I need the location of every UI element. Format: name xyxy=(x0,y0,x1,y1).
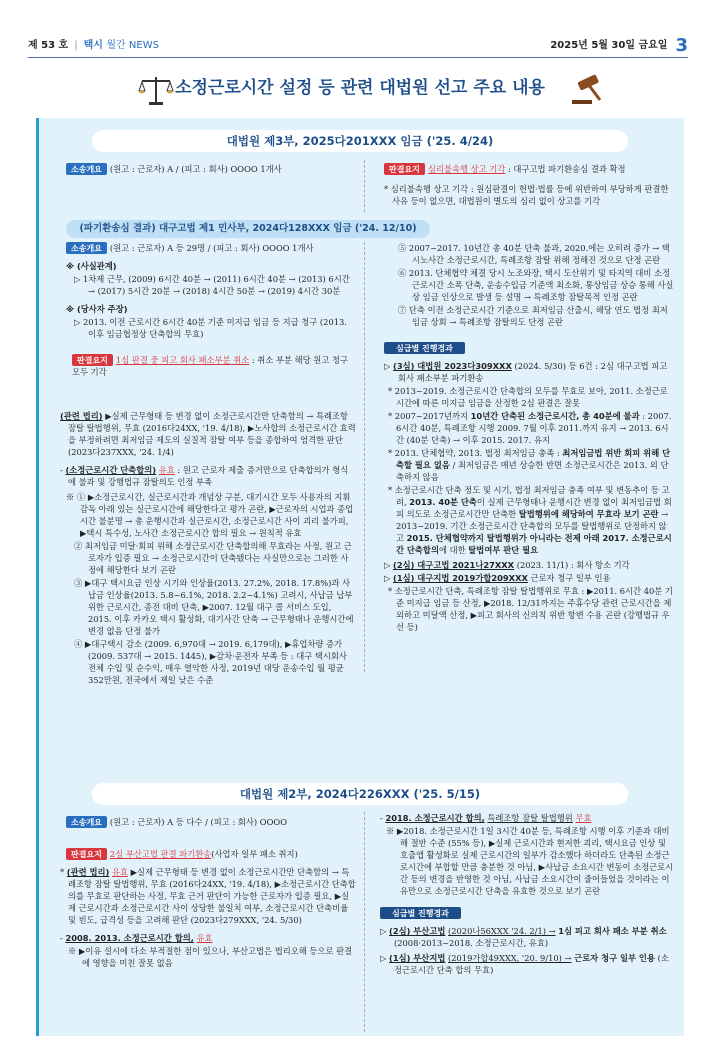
claim-text: ▷ 2013. 이전 근로시간 6시간 40분 기준 미지급 임금 등 지급 청구 (2013. 이후 임금협정상 단축합의 무효) xyxy=(74,317,347,340)
law-link[interactable]: (관련 법리) xyxy=(60,411,103,421)
history-link-2nd[interactable]: (2심) 부산고법 xyxy=(389,926,446,937)
header-separator: | xyxy=(74,40,78,52)
reason-4: ④ ▶대구택시 감소 (2009. 6,970대 → 2019. 6,179대), ▶휴업차량 증가 (2009. 537대 → 2015. 1445), ▶감차·운전자 부족 등 : 대구 택시회사 전체 수입 및 순수익, 매우 열악한 사정, 2019년 대당 운송수입 월 평균 352만원, 전국에서 제일 낮은 수준 xyxy=(74,639,347,686)
gavel-icon xyxy=(570,74,610,106)
ruling-link[interactable]: 1심 판결 중 피고 회사 패소부분 취소 xyxy=(115,355,250,366)
summary-tag: 소송개요 xyxy=(66,242,107,254)
case2-left-column: 소송개요 (원고 : 근로자) A 등 다수 / (피고 : 회사) OOOO 판결요지 2심 부산고법 판결 파기환송(사업자 일부 패소 취지) xyxy=(66,816,358,861)
claim-heading: ※ (당사자 주장) xyxy=(66,304,128,315)
history-link-1st[interactable]: (1심) 부산지법 xyxy=(389,953,446,964)
remand-left-column: 소송개요 (원고 : 근로자) A 등 29명 / (피고 : 회사) OOOO 1개사 ※ (사실관계) ▷ 1차제 근무, (2009) 6시간 40분 → (2011) 6시간 40분 → (2013) 6시간 → (2017) 5시간 20분 → (2018) 4시간 50분 → (2019) 4시간 30분 ※ (당사자 주장) ▷ 2013. 이전 근로시간 6시간 40분 기준 미지급 임금 등 지급 청구 (2013. 이후 임금협정상 단축합의 무효) 판결요지 1심 판결 중 피고 회사 패소부분 취소 : 취소 부분 해당 원고 청구 모두 기각 xyxy=(66,242,356,379)
ruling-tag: 판결요지 xyxy=(66,848,107,860)
remand-reasoning: (관련 법리) ▶실제 근무형태 등 변경 없이 소정근로시간만 단축함의 → 특례조항 잠탈 탈법행위, 무효 (2016다24XX, '19. 4/18), ▶노사합의 소정근로시간 효력을 부정하려면 최저임금 제도의 실질적 잠탈 여부 등을 종합하여 엄격한 판단 (2023다237XXX, '24. 1/4) - (소정근로시간 단축합의) 유효 : 원고 근로자 제출 증거만으로 단축합의가 형식에 불과 및 강행법규 잠탈의도 인정 부족 ※ ① ▶소정근로시간, 실근로시간과 개념상 구분, 대기시간 모두 사용자의 지휘감독 아래 있는 실근로시간에 해당한다고 평가 곤란, ▶근로자의 시업과 종업시간 불분명 → 총 운행시간과 실근로시간, 소정근로시간 사이 괴리 불가피, ▶택시 특수성, 노사간 소정근로시간 합의 필요 → 원칙적 유효 ② 최저임금 미달·회피 위해 소정근로시간 단축합의해 무효라는 사정, 원고 근로자가 입증 필요 → 소정근로시간이 단축됐다는 사실만으로는 그러한 사정에 해당한다 보기 곤란 ③ ▶대구 택시요금 인상 시기와 인상율(2013. 27.2%, 2018. 17.8%)과 사납금 인상율(2013. 5.8~6.1%, 2018. 2.2~4.1%) 고려시, 사납금 납부 위한 근로시간, 종전 대비 단축, ▶2007. 12월 대구 콜 서비스 도입, 2015. 이후 카카오 택시 활성화, 대기사간 단축 → 근무형태나 운행시간에 변경 없음 단정 불가 ④ ▶대구택시 감소 (2009. 6,970대 → 2019. 6,179대), ▶휴업차량 증가 (2009. 537대 → 2015. 1445), ▶감차·운전자 부족 등 : 대구 택시회사 전체 수입 및 순수익, 매우 열악한 사정, 2019년 대당 운송수입 월 평균 352만원, 전국에서 제일 낮은 수준 xyxy=(60,411,356,686)
facts-text: ▷ 1차제 근무, (2009) 6시간 40분 → (2011) 6시간 40분 → (2013) 6시간 → (2017) 5시간 20분 → (2018) 4시간 50분 → (2019) 4시간 30분 xyxy=(74,274,350,297)
history-link-1st[interactable]: (1심) 대구지법 2019가합209XXX xyxy=(393,573,528,584)
remand-title: (파기환송심 결과) 대구고법 제1 민사부, 2024다128XXX 임금 ('24. 12/10) xyxy=(66,220,430,238)
ruling-tag: 판결요지 xyxy=(72,354,113,366)
remand-right-column: ⑤ 2007~2017. 10년간 총 40분 단축 불과, 2020.에는 오히려 증가 → 택시노사간 소정근로시간, 특례조항 잠탈 위해 정해진 것으로 단정 곤란 ⑥ 2013. 단체협약 체결 당시 노조와장, 택시 도산위기 및 타지역 대비 소정근로시간 소폭 단축, 운송수입금 기준액 최소화, 통상임금 상승 통해 사실상 임금 인상으로 발생 등 설명 → 특례조항 잠탈목적 인정 곤란 ⑦ 단축 이전 소정근로시간 기준으로 최저임금 산출시, 해당 연도 법정 최저임금 상회 → 특례조항 잠탈의도 단정 곤란 심급별 진행경과 ▷ (3심) 대법원 2023다309XXX (2024. 5/30) 등 6건 : 2심 대구고법 피고 회사 패소부분 파기환송 * 2013~2019. 소정근로시간 단축합의 모두를 무효로 보아, 2011. 소정근로시간에 따른 미지급 임금을 산정한 2심 판결은 잘못 * 2007~2017년까지 10년간 단축된 소정근로시간, 총 40분에 불과 : 2007. 6시간 40분, 특례조항 시행 2009. 7월 이후 2011.까지 유지 → 2013. 6시간 (40분 단축) → 이후 2015. 2017. 유지 * 2013. 단체협약, 2013. 법정 최저임금 충족 : 최저임금법 위반 회피 위해 단축할 필요 없음 / 최저임금은 매년 상승한 반면 소정근로시간은 2013. 외 단축하지 않음 * 소정근로시간 단축 정도 및 시기, 법정 최저임금 충족 여부 및 변동추이 등 고려, 2013. 40분 단축이 실제 근무형태나 운행시간 변경 없이 최저임금법 회피 의도로 소정근로시간만 단축한 탈법행위에 해당하여 무효라 보기 곤란 → 2013~2019. 기간 소정근로시간 단축합의 모두를 탈법행위로 단정하지 않고 2015. 단체협약까지 탈법행위가 아니라는 전제 아래 2017. 소정근로시간 단축합의에 대한 탈법여부 판단 필요 ▷ (2심) 대구고법 2021나27XXX (2023. 11/1) : 회사 항소 기각 ▷ (1심) 대구지법 2019가합209XXX 근로자 청구 일부 인용 * 소정근로시간 단축, 특례조항 잠탈 탈법행위로 무효 : ▶2011. 6시간 40분 기준 미지급 임금 등 산정, ▶2018. 12/31까지는 주휴수당 관련 근로시간을 제외하고 미달액 산정, ▶피고 회사의 신의칙 위반 항변 수용 곤란 (강행법규 우선 등) xyxy=(384,243,674,633)
ruling-link[interactable]: 2심 부산고법 판결 파기환송 xyxy=(109,849,212,860)
year-note: ※ ▶이유 설시에 다소 부적절한 점이 있으나, 부산고법은 법리오해 등으로 판결에 영향을 미친 잘못 없음 xyxy=(68,946,353,969)
case2-right-column: - 2018. 소정근로시간 합의, 특례조항 잠탈 탈법행위 무효 ※ ▶2018. 소정근로시간 1일 3시간 40분 등, 특례조항 시행 이후 기준과 대비해 절반 수준 (55% 등), ▶실제 근로시간과 현저한 괴리, 택시요금 인상 및 호출앱 활성화로 실제 근로시간의 일부가 감소했다 하더라도 단축된 소정근로시간에 부합할 만큼 충분한 것 아님, ▶사납금 소요시간 변동이 소정근로시간 등의 변경을 반영한 것 아님, 사납금 소요시간이 줄어들었을 것이라는 이유만으로 소정근로시간 단축을 유효한 것으로 보기 곤란 심급별 진행경과 ▷ (2심) 부산고법 (2020나56XXX '24. 2/1) → 1심 피고 회사 패소 부분 취소 (2008·2013~2018. 소정근로시간, 유효) ▷ (1심) 부산지법 (2019가합49XXX, '20. 9/10) → 근로자 청구 일부 인용 (소정근로시간 단축 합의 무효) xyxy=(380,813,674,976)
ruling-tag: 판결요지 xyxy=(384,163,425,175)
reason-7: ⑦ 단축 이전 소정근로시간 기준으로 최저임금 산출시, 해당 연도 법정 최저임금 상회 → 특례조항 잠탈의도 단정 곤란 xyxy=(398,305,668,328)
column-divider xyxy=(364,242,365,672)
issue-date: 2025년 5월 30일 금요일 xyxy=(550,40,668,52)
history-note: * 2013~2019. 소정근로시간 단축합의 모두를 무효로 보아, 2011. 소정근로시간에 따른 미지급 임금을 산정한 2심 판결은 잘못 xyxy=(388,386,668,409)
history-link-3rd[interactable]: (3심) 대법원 2023다309XXX xyxy=(393,361,512,372)
summary-tag: 소송개요 xyxy=(66,816,107,828)
case1-title: 대법원 제3부, 2025다201XXX 임금 ('25. 4/24) xyxy=(92,130,628,152)
ruling-link[interactable]: 심리불속행 상고 기각 xyxy=(427,164,506,174)
reason-1: ※ ① ▶소정근로시간, 실근로시간과 개념상 구분, 대기시간 모두 사용자의 지휘감독 아래 있는 실근로시간에 해당한다고 평가 곤란, ▶근로자의 시업과 종업시간 불분명 → 총 운행시간과 실근로시간, 소정근로시간 사이 괴리 불가피, ▶택시 특수성, 노사간 소정근로시간 합의 필요 → 원칙적 유효 xyxy=(66,492,354,539)
history-link-2nd[interactable]: (2심) 대구고법 2021나27XXX xyxy=(393,560,515,571)
history-tag: 심급별 진행경과 xyxy=(384,342,465,354)
year-note: ※ ▶2018. 소정근로시간 1일 3시간 40분 등, 특례조항 시행 이후 기준과 대비해 절반 수준 (55% 등), ▶실제 근로시간과 현저한 괴리, 택시요금 인상 및 호출앱 활성화로 실제 근로시간의 일부가 감소했다 하더라도 단축된 소정근로시간에 부합할 만큼 충분한 것 아님, ▶사납금 소요시간 변동이 소정근로시간 등의 변경을 반영한 것 아님, 사납금 소요시간이 줄어들었을 것이라는 이유만으로 소정근로시간 단축을 유효한 것으로 보기 곤란 xyxy=(386,826,674,897)
history-tag: 심급별 진행경과 xyxy=(380,907,461,919)
year-link[interactable]: 2018. 소정근로시간 합의, xyxy=(385,813,485,823)
issue-number: 제 53 호 xyxy=(28,40,69,52)
column-divider xyxy=(364,812,365,1032)
reason-6: ⑥ 2013. 단체협약 체결 당시 노조와장, 택시 도산위기 및 타지역 대비 소정근로시간 소폭 단축, 운송수입금 기준액 최소화, 통상임금 상승 통해 사실상 임금 인상으로 발생 등 설명 → 특례조항 잠탈목적 인정 곤란 xyxy=(398,268,674,303)
history-note: * 소정근로시간 단축, 특례조항 잠탈 탈법행위로 무효 : ▶2011. 6시간 40분 기준 미지급 임금 등 산정, ▶2018. 12/31까지는 주휴수당 관련 근로시간을 제외하고 미달액 산정, ▶피고 회사의 신의칙 위반 항변 수용 곤란 (강행법규 우선 등) xyxy=(388,586,673,633)
page-number: 3 xyxy=(675,35,688,57)
case1-summary: 소송개요 (원고 : 근로자) A / (피고 : 회사) OOOO 1개사 xyxy=(66,163,356,175)
issue-info xyxy=(28,39,159,54)
page-title: 소정근로시간 설정 등 관련 대법원 선고 주요 내용 xyxy=(175,78,545,98)
ruling-note: * 심리불속행 상고 기각 : 원심판결이 헌법·법률 등에 위반하여 부당하게 판결한 사유 등이 없으면, 대법원이 별도의 심리 없이 상고를 기각 xyxy=(384,184,669,207)
summary-tag: 소송개요 xyxy=(66,163,107,175)
reason-3: ③ ▶대구 택시요금 인상 시기와 인상율(2013. 27.2%, 2018. 17.8%)과 사납금 인상율(2013. 5.8~6.1%, 2018. 2.2~4.1%) 고려시, 사납금 납부 위한 근로시간, 종전 대비 단축, ▶2007. 12월 대구 콜 서비스 도입, 2015. 이후 카카오 택시 활성화, 대기사간 단축 → 근무형태나 운행시간에 변경 없음 단정 불가 xyxy=(74,578,354,637)
reason-2: ② 최저임금 미달·회피 위해 소정근로시간 단축합의해 무효라는 사정, 원고 근로자가 입증 필요 → 소정근로시간이 단축됐다는 사실만으로는 그러한 사정에 해당한다 보기 곤란 xyxy=(74,541,352,576)
case2-title: 대법원 제2부, 2024다226XXX ('25. 5/15) xyxy=(92,783,628,805)
law-link[interactable]: (관련 법리) xyxy=(66,867,110,877)
valid-link[interactable]: (소정근로시간 단축합의) xyxy=(65,465,157,476)
page-header xyxy=(28,36,688,58)
column-divider xyxy=(364,160,365,212)
case1-ruling: 판결요지 심리불속행 상고 기각 : 대구고법 파기환송심 결과 확정 * 심리불속행 상고 기각 : 원심판결이 헌법·법률 등에 위반하여 부당하게 판결한 사유 등이 없으면, 대법원이 별도의 심리 없이 상고를 기각 xyxy=(384,163,674,208)
facts-heading: ※ (사실관계) xyxy=(66,261,117,272)
year-link[interactable]: 2008. 2013. 소정근로시간 합의, xyxy=(65,933,194,944)
publication-name: 택시 월간 NEWS xyxy=(83,40,159,52)
reason-5: ⑤ 2007~2017. 10년간 총 40분 단축 불과, 2020.에는 오히려 증가 → 택시노사간 소정근로시간, 특례조항 잠탈 위해 정해진 것으로 단정 곤란 xyxy=(398,243,670,266)
case2-reasoning: * (관련 법리) 유효 ▶실제 근무형태 등 변경 없이 소정근로시간만 단축함의 → 특례조항 잠탈 탈법행위, 무효 (2016다24XX, '19. 4/18), ▶소정근로시간 단축합의를 무효로 판단하는 사정, 무효 근거 판단이 가능한 근로자가 입증 필요, ▶실제 근로시간과 소정근로시간 사이 상당한 불일치 여부, 소정근로시간 단축비율 및 빈도, 급격성 등을 고려해 판단 (2023다279XXX, '24. 5/30) - 2008. 2013. 소정근로시간 합의, 유효 ※ ▶이유 설시에 다소 부적절한 점이 있으나, 부산고법은 법리오해 등으로 판결에 영향을 미친 잘못 없음 xyxy=(60,867,356,969)
date-area xyxy=(550,33,688,59)
